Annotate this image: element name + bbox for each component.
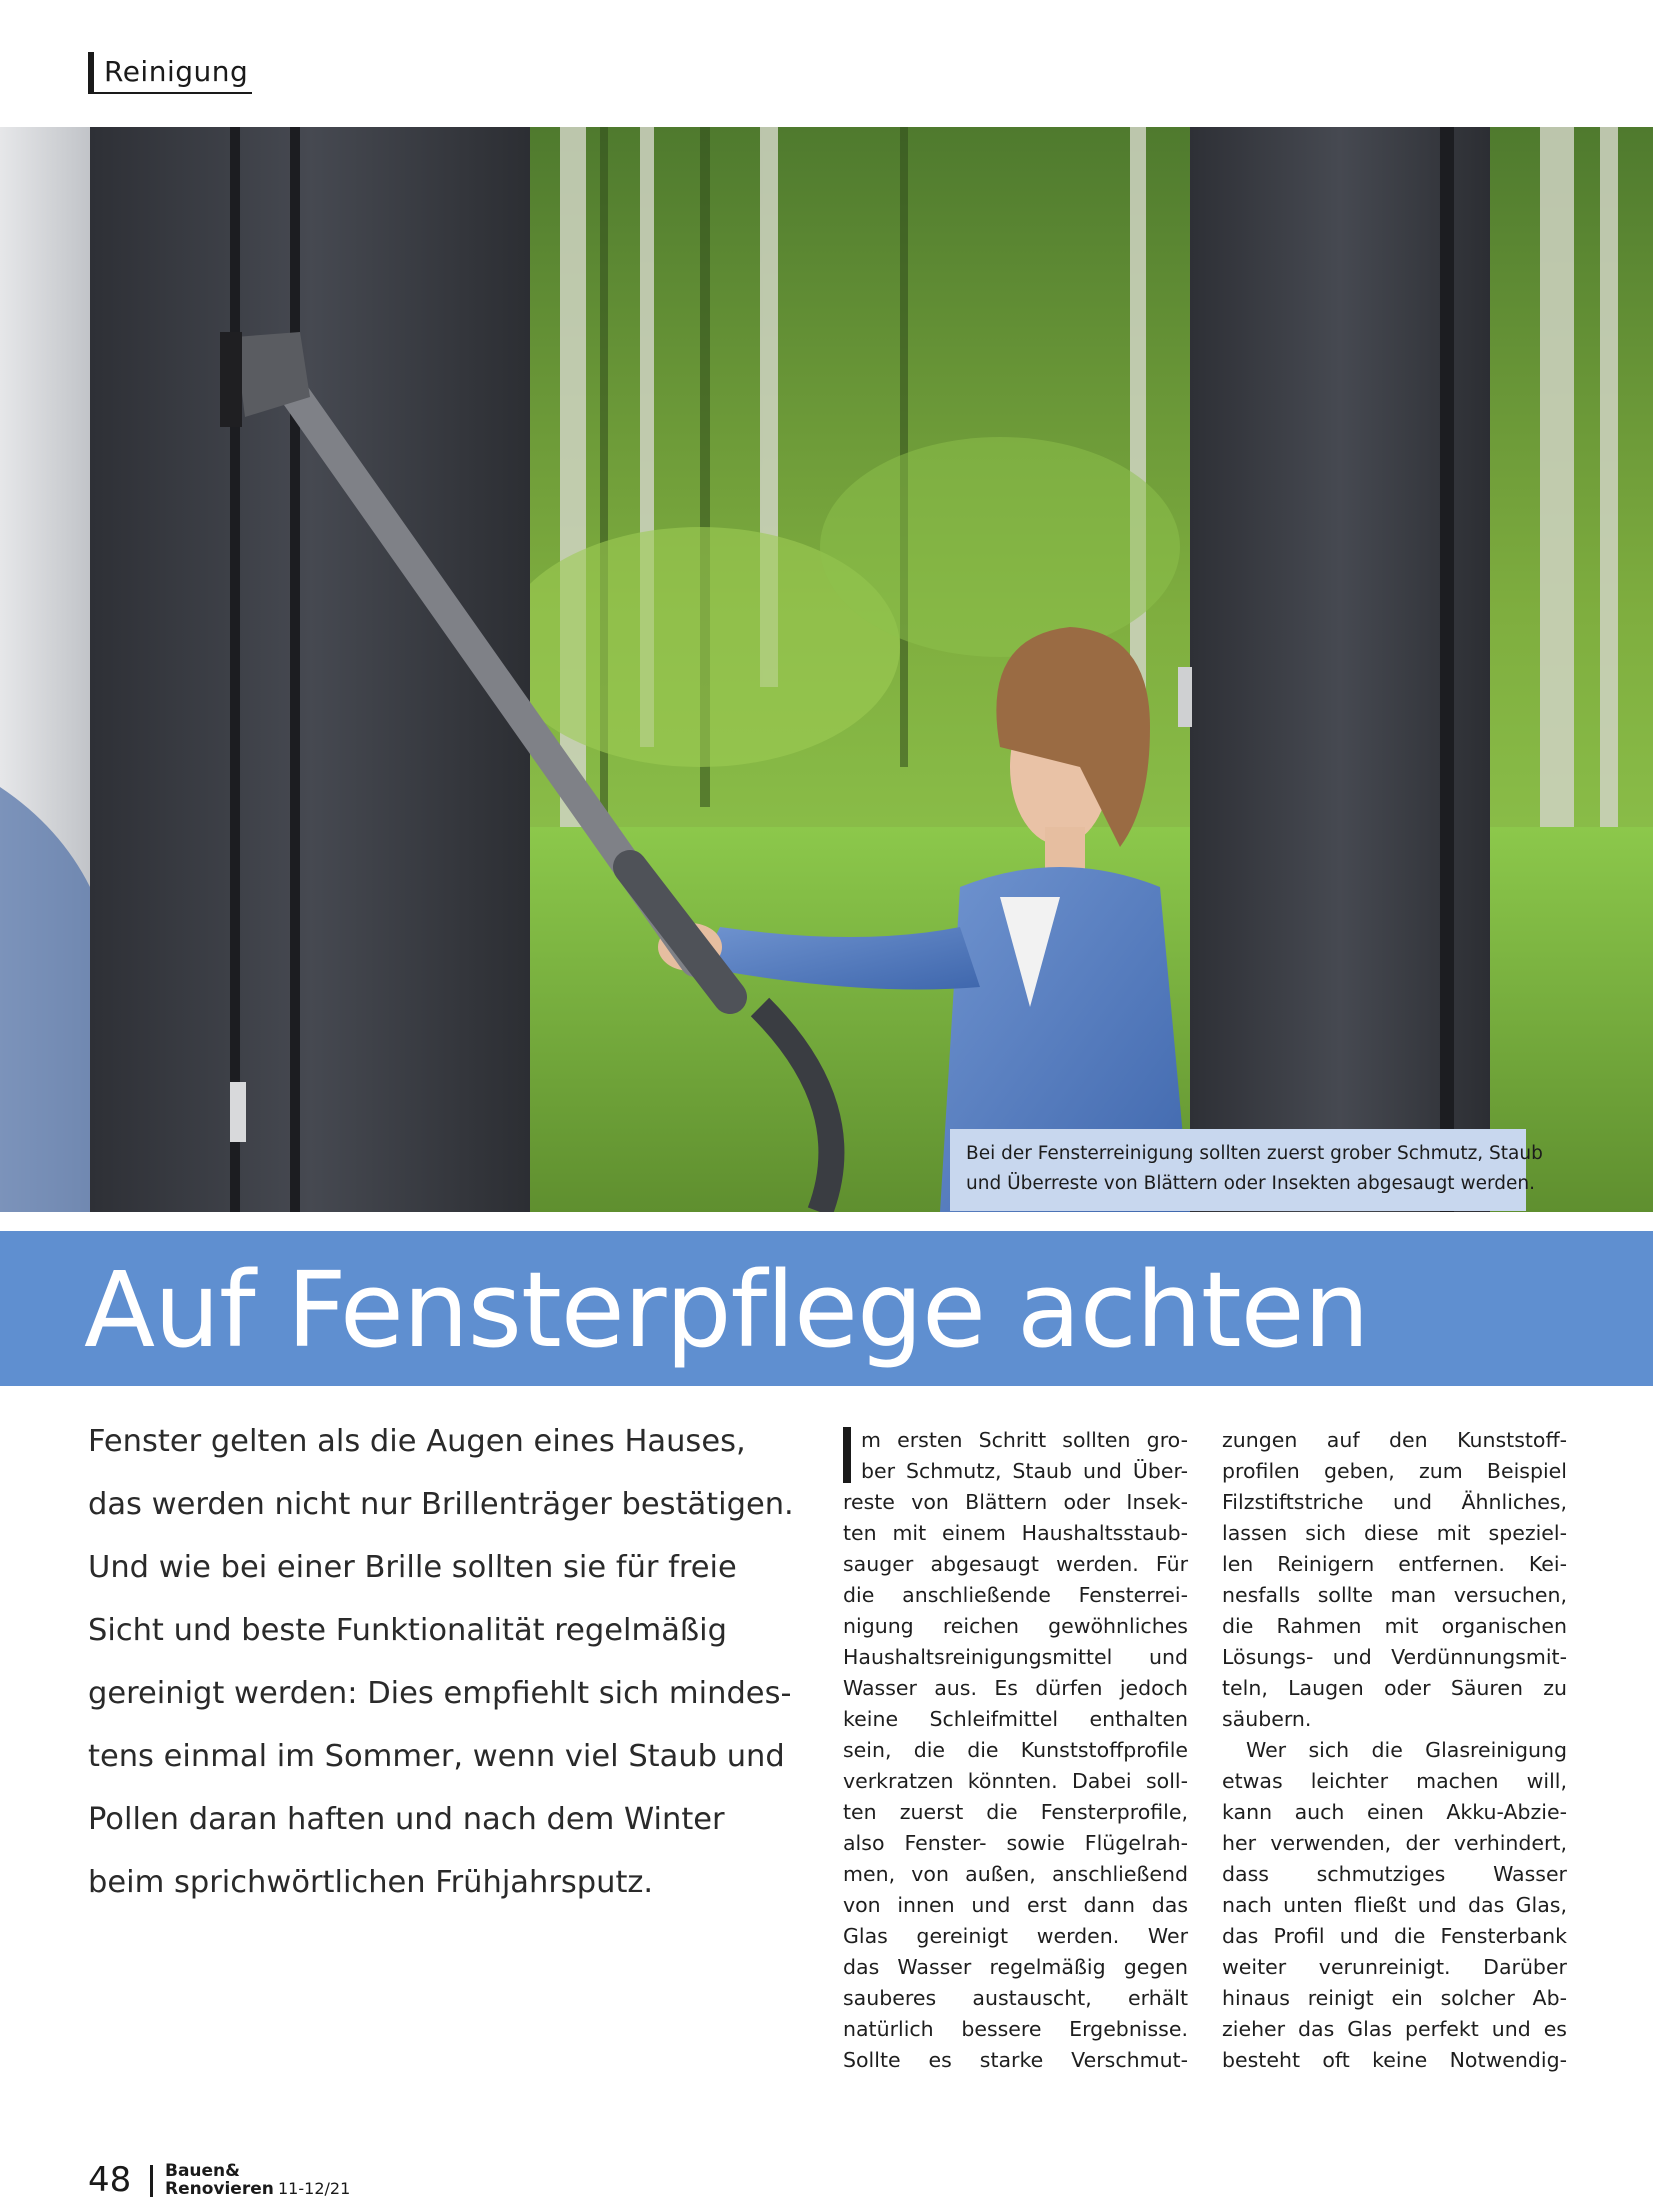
body-line: nesfalls sollte man versuchen, xyxy=(1222,1583,1567,1607)
caption-line-1: Bei der Fensterreinigung sollten zuerst grober Schmutz, Staub xyxy=(966,1143,1543,1164)
body-line: len Reinigern entfernen. Kei- xyxy=(1222,1552,1567,1576)
body-line: ber Schmutz, Staub und Über- xyxy=(861,1459,1188,1483)
body-line: reste von Blättern oder Insek- xyxy=(843,1490,1188,1514)
magazine-name-line-1: Bauen& xyxy=(165,2161,240,2181)
body-line: nach unten fließt und das Glas, xyxy=(1222,1893,1567,1917)
lead-line: Fenster gelten als die Augen eines Hauses, xyxy=(88,1424,746,1459)
body-line: besteht oft keine Notwendig- xyxy=(1222,2048,1567,2072)
lead-line: beim sprichwörtlichen Frühjahrsputz. xyxy=(88,1865,654,1900)
body-line: die Rahmen mit organischen xyxy=(1222,1614,1567,1638)
body-line: das Wasser regelmäßig gegen xyxy=(843,1955,1188,1979)
photo-caption xyxy=(950,1129,1543,1211)
body-line: ten mit einem Haushaltsstaub- xyxy=(843,1521,1188,1545)
body-line: m ersten Schritt sollten gro- xyxy=(861,1428,1188,1452)
body-line: weiter verunreinigt. Darüber xyxy=(1222,1955,1567,1979)
body-line: die anschließende Fensterrei- xyxy=(843,1583,1188,1607)
body-line: dass schmutziges Wasser xyxy=(1222,1862,1567,1886)
body-line: hinaus reinigt ein solcher Ab- xyxy=(1222,1986,1567,2010)
lead-line: Pollen daran haften und nach dem Winter xyxy=(88,1802,725,1837)
body-line: Haushaltsreinigungsmittel und xyxy=(843,1645,1188,1669)
body-line: also Fenster- sowie Flügelrah- xyxy=(843,1831,1188,1855)
body-line: sauger abgesaugt werden. Für xyxy=(843,1552,1188,1576)
body-line: Glas gereinigt werden. Wer xyxy=(843,1924,1188,1948)
body-line: teln, Laugen oder Säuren zu xyxy=(1222,1676,1567,1700)
body-line: etwas leichter machen will, xyxy=(1222,1769,1567,1793)
body-line: zungen auf den Kunststoff- xyxy=(1222,1428,1567,1452)
body-line: kann auch einen Akku-Abzie- xyxy=(1222,1800,1567,1824)
body-line: natürlich bessere Ergebnisse. xyxy=(843,2017,1188,2041)
magazine-name-line-2: Renovieren xyxy=(165,2179,274,2199)
body-line: Sollte es starke Verschmut- xyxy=(843,2048,1188,2072)
body-line: Lösungs- und Verdünnungsmit- xyxy=(1222,1645,1567,1669)
lead-line: Sicht und beste Funktionalität regelmäßig xyxy=(88,1613,727,1648)
lead-line: das werden nicht nur Brillenträger bestätigen. xyxy=(88,1487,794,1522)
body-line: sauberes austauscht, erhält xyxy=(843,1986,1188,2010)
lead-line: Und wie bei einer Brille sollten sie für freie xyxy=(88,1550,737,1585)
cover-photo xyxy=(0,127,1653,1212)
issue-number: 11-12/21 xyxy=(278,2179,351,2198)
body-line: zieher das Glas perfekt und es xyxy=(1222,2017,1567,2041)
body-line: Filzstiftstriche und Ähnliches, xyxy=(1222,1490,1567,1514)
body-line: sein, die die Kunststoffprofile xyxy=(843,1738,1188,1762)
body-line: Wer sich die Glasreinigung xyxy=(1246,1738,1567,1762)
caption-line-2: und Überreste von Blättern oder Insekten abgesaugt werden. xyxy=(966,1173,1535,1194)
article-title: Auf Fensterpflege achten xyxy=(84,1249,1369,1371)
body-line: nigung reichen gewöhnliches xyxy=(843,1614,1188,1638)
section-label: Reinigung xyxy=(88,52,252,94)
page-number: 48 xyxy=(88,2160,132,2200)
body-column-2 xyxy=(1222,1425,1567,2076)
body-line: her verwenden, der verhindert, xyxy=(1222,1831,1567,1855)
body-line: Wasser aus. Es dürfen jedoch xyxy=(843,1676,1188,1700)
lead-line: gereinigt werden: Dies empfiehlt sich mindes- xyxy=(88,1676,792,1711)
lead-line: tens einmal im Sommer, wenn viel Staub und xyxy=(88,1739,785,1774)
body-line: ten zuerst die Fensterprofile, xyxy=(843,1800,1188,1824)
body-line: verkratzen könnten. Dabei soll- xyxy=(843,1769,1188,1793)
body-line: keine Schleifmittel enthalten xyxy=(843,1707,1188,1731)
photo-illustration xyxy=(0,127,1653,1212)
body-line: profilen geben, zum Beispiel xyxy=(1222,1459,1567,1483)
body-line: men, von außen, anschließend xyxy=(843,1862,1188,1886)
body-line: säubern. xyxy=(1222,1707,1312,1731)
body-column-1 xyxy=(843,1425,1188,2076)
body-line: das Profil und die Fensterbank xyxy=(1222,1924,1567,1948)
footer-divider xyxy=(150,2165,153,2197)
lead-paragraph xyxy=(88,1410,818,1914)
body-line: von innen und erst dann das xyxy=(843,1893,1188,1917)
body-line: lassen sich diese mit speziel- xyxy=(1222,1521,1567,1545)
